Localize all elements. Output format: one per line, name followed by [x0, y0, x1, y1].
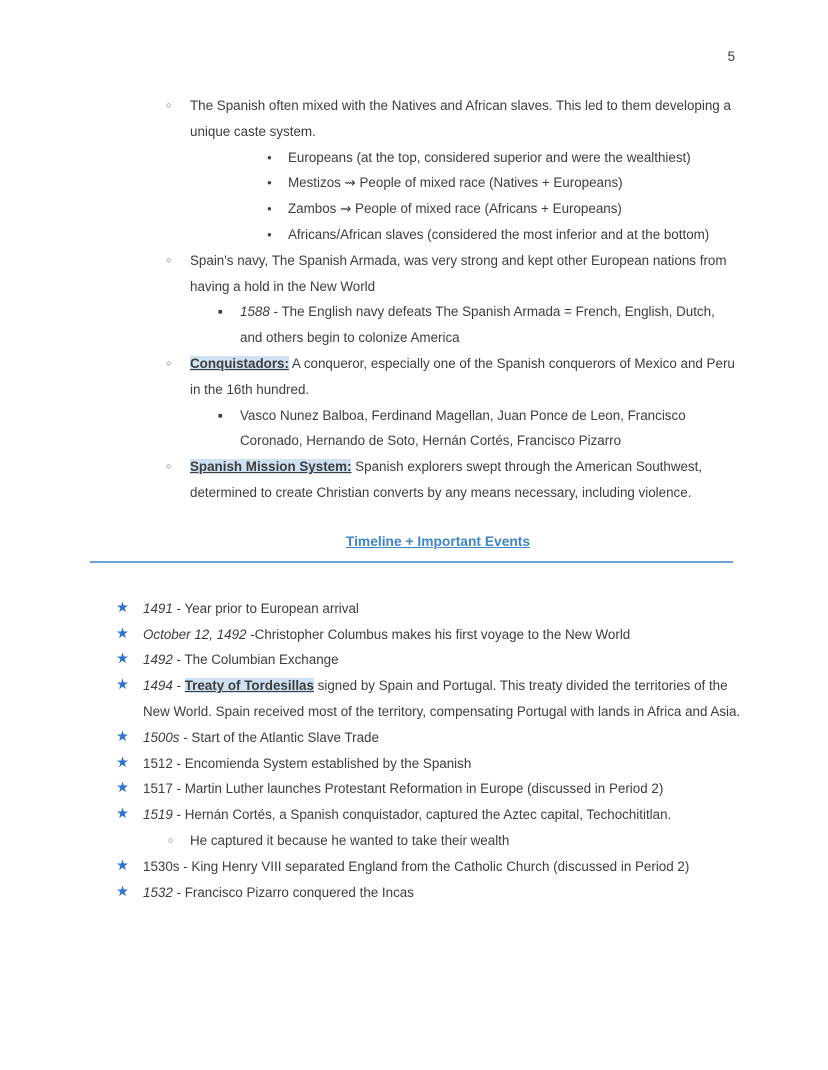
event-text: [143, 596, 748, 622]
highlighted-term: Spanish Mission System:: [190, 459, 352, 475]
event-date: 1492: [143, 652, 173, 668]
list-item: [0, 196, 740, 222]
event-sub-item: [0, 828, 740, 854]
page-number: 5: [727, 49, 735, 64]
list-item: [0, 454, 740, 506]
note-text-rest: A conqueror, especially one of the Spanish conquerors of Mexico and Peru in the 16th hundred.: [190, 355, 735, 397]
event-date: 1517: [143, 781, 173, 797]
event-text-rest: - Hernán Cortés, a Spanish conquistador, captured the Aztec capital, Techochititlan.: [172, 807, 672, 823]
note-text: The Spanish often mixed with the Natives and African slaves. This led to them developing a unique caste system.: [190, 98, 731, 139]
star-bullet: ★: [116, 754, 129, 771]
event-text-rest: - King Henry VIII separated England from the Catholic Church (discussed in Period 2): [179, 858, 690, 874]
list-item: [0, 93, 740, 145]
event-text: [143, 647, 748, 673]
event-date: 1491: [143, 600, 173, 616]
star-bullet: ★: [116, 677, 129, 694]
event-text: [143, 802, 748, 828]
hollow-circle-bullet: ○: [166, 254, 172, 265]
list-item: [0, 351, 740, 403]
event-text-rest: - Year prior to European arrival: [172, 600, 359, 616]
filled-circle-bullet: ●: [267, 178, 272, 188]
square-bullet: ■: [218, 410, 223, 420]
star-bullet: ★: [116, 857, 129, 874]
event-date: 1494: [143, 678, 173, 694]
event-text: [143, 725, 748, 751]
star-bullet: ★: [116, 599, 129, 616]
list-item: [0, 170, 740, 196]
note-text: Mestizos ⇝ People of mixed race (Natives + Europeans): [288, 175, 623, 191]
note-text: Africans/African slaves (considered the most inferior and at the bottom): [288, 226, 710, 242]
list-item: [0, 222, 740, 248]
hollow-circle-bullet: ○: [166, 357, 172, 368]
star-bullet: ★: [116, 728, 129, 745]
note-text: [190, 454, 740, 506]
event-text: [143, 854, 748, 880]
event-date: 1532: [143, 884, 173, 900]
timeline-event: [0, 854, 748, 880]
event-text: [143, 622, 748, 648]
note-text: Zambos ⇝ People of mixed race (Africans + Europeans): [288, 201, 622, 217]
note-text: Vasco Nunez Balboa, Ferdinand Magellan, Juan Ponce de Leon, Francisco Coronado, Hernando de Soto, Hernán Cortés, Francisco Pizarro: [240, 407, 686, 449]
list-item: [0, 145, 740, 171]
filled-circle-bullet: ●: [267, 204, 272, 214]
timeline-event: [0, 725, 748, 751]
sub-item-text: He captured it because he wanted to take their wealth: [190, 832, 510, 848]
section-heading-text: Timeline + Important Events: [345, 533, 531, 549]
notes-list: [0, 0, 740, 506]
note-text: Europeans (at the top, considered superior and were the wealthiest): [288, 149, 691, 165]
event-text-rest: - Start of the Atlantic Slave Trade: [179, 729, 379, 745]
timeline-event: [0, 802, 748, 828]
event-separator: -: [172, 678, 185, 694]
timeline-event: [0, 673, 748, 725]
timeline-event: [0, 647, 748, 673]
event-date: 1500s: [143, 729, 180, 745]
note-text: [190, 351, 740, 403]
timeline-event: [0, 596, 748, 622]
hollow-circle-bullet: ○: [166, 461, 172, 472]
star-bullet: ★: [116, 780, 129, 797]
star-bullet: ★: [116, 625, 129, 642]
star-bullet: ★: [116, 806, 129, 823]
hollow-circle-bullet: ○: [168, 834, 174, 845]
filled-circle-bullet: ●: [267, 229, 272, 239]
event-text-rest: - Francisco Pizarro conquered the Incas: [172, 884, 414, 900]
timeline-event: [0, 880, 748, 906]
note-text: Spain's navy, The Spanish Armada, was very strong and kept other European nations from having a hold in the New World: [190, 252, 727, 294]
event-text: [143, 776, 748, 802]
event-text-rest: - The Columbian Exchange: [172, 652, 339, 668]
highlighted-term: Conquistadors:: [190, 355, 289, 371]
event-date: 1530s: [143, 858, 180, 874]
event-date: 1512: [143, 755, 173, 771]
section-heading: [143, 532, 733, 552]
hollow-circle-bullet: ○: [166, 100, 172, 110]
list-item: [0, 299, 740, 351]
event-text: [143, 880, 748, 906]
list-item: [0, 248, 740, 300]
timeline-event: [0, 751, 748, 777]
note-text: [240, 299, 740, 351]
square-bullet: ■: [218, 307, 223, 317]
note-text-rest: Spanish explorers swept through the American Southwest, determined to create Christian converts by any means necessary, including violence.: [190, 459, 703, 500]
star-bullet: ★: [116, 883, 129, 900]
timeline-event: [0, 622, 748, 648]
filled-circle-bullet: ●: [267, 152, 272, 162]
timeline-event: [0, 776, 748, 802]
event-text: [143, 673, 748, 725]
list-item: [0, 403, 740, 455]
event-text-rest: signed by Spain and Portugal. This treaty divided the territories of the New World. Spain received most of the territory, compensating Portugal with lands in Africa and Asia.: [143, 678, 741, 719]
timeline-list: [0, 563, 828, 906]
event-date: October 12, 1492: [143, 626, 247, 642]
event-text-rest: - Encomienda System established by the Spanish: [172, 755, 472, 771]
note-text-rest: - The English navy defeats The Spanish Armada = French, English, Dutch, and others begin to colonize America: [240, 304, 715, 346]
event-text-rest: -Christopher Columbus makes his first voyage to the New World: [246, 626, 631, 642]
highlighted-term: Treaty of Tordesillas: [184, 678, 314, 694]
event-date: 1519: [143, 807, 173, 823]
event-text: [143, 751, 748, 777]
event-text-rest: - Martin Luther launches Protestant Reformation in Europe (discussed in Period 2): [172, 781, 664, 797]
note-date: 1588: [240, 304, 270, 320]
star-bullet: ★: [116, 651, 129, 668]
